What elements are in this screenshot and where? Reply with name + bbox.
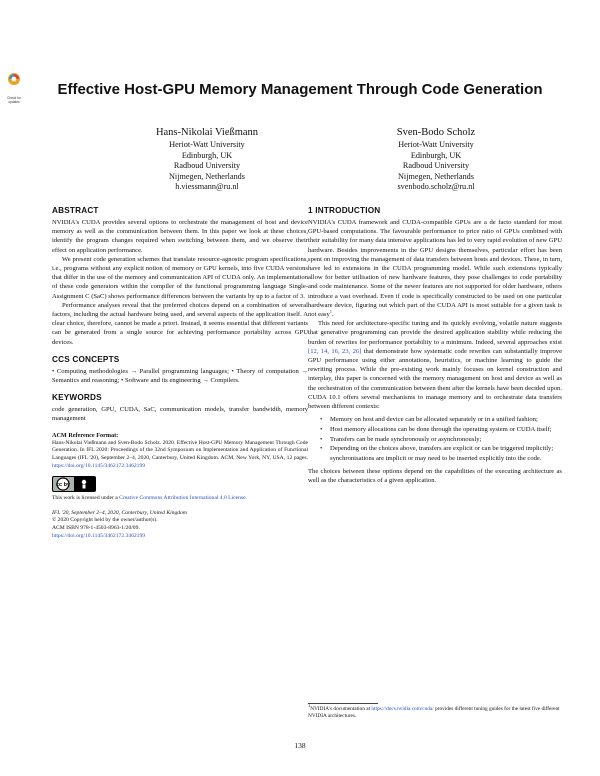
introduction-heading: 1 INTRODUCTION [308, 206, 381, 215]
author-1 [107, 126, 307, 193]
affiliation-line: Radboud University [173, 161, 241, 171]
copyright-line: © 2020 Copyright held by the owner/author(s). [52, 517, 158, 524]
author-email: svenbodo.scholz@ru.nl [397, 182, 475, 192]
footnote-text: NVIDIA's documentation at [310, 706, 372, 712]
affiliation-line: Heriot-Watt University [169, 140, 245, 149]
ccs-concepts: • Computing methodologies → Parallel programming languages; • Theory of computation → Semantics and reasoning; • Software and its engineering → Compilers. [52, 367, 308, 385]
keywords-heading: KEYWORDS [52, 393, 102, 403]
affiliation-line: Nijmegen, Netherlands [398, 171, 474, 181]
footnote-number: 1 [308, 703, 311, 709]
intro-paragraph-text: NVIDIA's CUDA framework and CUDA-compatible GPUs are a de facto standard for most GPU-based computations. The favourable performance to price ratio of GPUs combined with their suitability for many data intensive applications has led to very rapid evolution of new GPU hardware. Besides improvements in the GPU designs themselves, particular effort has been spent on improving the management of data transfers between hosts and devices. These, in turn, have led to extensions in the CUDA programming model. While such extensions typically allow for better utilisation of new hardware features, they pose challenges to code portability and code maintenance. Some of the newer features are not supported for older hardware, others introduce a vast overhead. Even if code is specifically constructed to be used on one particular hardware device, figuring out which part of the CUDA API is most suitable for a given task is not easy [308, 219, 562, 319]
doi-link[interactable]: https://doi.org/10.1145/3462172.3462199 [52, 532, 146, 539]
affiliation-line: Edinburgh, UK [181, 150, 233, 160]
author-email: h.viessmann@ru.nl [175, 182, 239, 192]
options-list [308, 415, 562, 463]
list-item: • Host memory allocations can be done through the operating system or CUDA itself; [324, 425, 562, 434]
abstract-paragraph: NVIDIA's CUDA provides several options to orchestrate the management of host and device memory as well as the communication between them. In this paper we look at these choices, identify the program changes required when switching between them, and we observe their effect on application performance. [52, 219, 308, 254]
affiliation-line: Heriot-Watt University [398, 140, 474, 149]
left-column [52, 205, 308, 540]
footnote-link[interactable]: https://docs.nvidia.com/cuda/ [371, 706, 434, 712]
license-statement [52, 495, 308, 503]
list-item: • Transfers can be made synchronously or asynchronously; [324, 435, 562, 444]
isbn-line: ACM ISBN 978-1-4503-8963-1/20/09. [52, 525, 140, 532]
conference-line: IFL '20, September 2–4, 2020, Canterbury, United Kingdom [52, 509, 187, 516]
license-text: This work is licensed under a [52, 495, 120, 502]
check-for-updates-badge[interactable] [6, 72, 22, 104]
list-item: • Memory on host and device can be allocated separately or in a unified fashion; [324, 415, 562, 424]
paper-title: Effective Host-GPU Memory Management Through Code Generation [57, 81, 543, 98]
cc-by-license-icon[interactable] [52, 476, 96, 492]
keywords-text: code generation, GPU, CUDA, SaC, communication models, transfer bandwidth, memory management [52, 406, 308, 423]
acm-reference-doi-link[interactable]: https://doi.org/10.1145/3462172.3462199 [52, 462, 146, 469]
ccs-heading: CCS CONCEPTS [52, 354, 120, 364]
badge-label: Check for updates [7, 96, 21, 104]
intro-paragraph [308, 319, 562, 411]
license-block [52, 476, 308, 492]
affiliation-line: Radboud University [402, 161, 470, 171]
intro-paragraph-text: This need for architecture-specific tuning and its quickly evolving, volatile nature suggests that generative programming can provide the desired application stability while reducing the burden of rewrites for performance portability to a minimum. Indeed, several approaches exist [308, 320, 562, 346]
page-number: 138 [294, 741, 306, 750]
author-name: Hans-Nikolai Vießmann [155, 127, 259, 138]
intro-paragraph: NVIDIA's CUDA framework and CUDA-compatible GPUs are a de facto standard for most GPU-based computations. The favourable performance to price ratio of GPUs combined with their suitability for many data intensive applications has led to very rapid evolution of new GPU hardware. Besides improvements in the GPU designs themselves, particular effort has been spent on improving the management of data transfers between hosts and devices. These, in turn, have led to extensions in the CUDA programming model. While such extensions typically allow for better utilisation of new hardware features, they pose challenges to code portability and code maintenance. Some of the newer features are not supported for older hardware, others introduce a vast overhead. Even if code is specifically constructed to be used on one particular hardware device, figuring out which part of the CUDA API is most suitable for a given task is not easy$^1$. [308, 219, 562, 319]
abstract-paragraph: Performance analyses reveal that the preferred choices depend on a combination of several factors, including the actual hardware being used, and several aspects of the application itself. A clear choice, therefore, cannot be made a priori. Instead, it seems essential that different variants can be generated from a single source for achieving performance portability across GPU devices. [52, 301, 308, 346]
update-badge-icon [6, 72, 22, 92]
affiliation-line: Edinburgh, UK [410, 150, 462, 160]
affiliation-line: Nijmegen, Netherlands [169, 171, 245, 181]
footnote [308, 703, 562, 720]
footnote-text-rest: provides different tuning guides for the latest five different NVIDIA architectures. [308, 706, 560, 719]
intro-paragraph: The choices between these options depend on the capabilities of the executing architecture as well as the characteristics of a given application. [308, 467, 562, 484]
acm-reference-heading: ACM Reference Format: [52, 431, 119, 439]
intro-paragraph-text: that demonstrate how systematic code rewrites can substantially improve GPU performance using either annotations, heuristics, or machine learning to guide the rewriting process. While the pre-existing work mainly focuses on kernel construction and interplay, this paper is concerned with the memory management on host and device as well as the orchestration of the communication between them after the kernels have been decided upon. CUDA 10.1 offers several mechanisms to manage memory and to orchestrate data transfers between different contexts: [308, 347, 562, 411]
acm-reference [52, 440, 308, 470]
footnote-marker[interactable]: 1 [329, 308, 333, 314]
author-2 [336, 126, 536, 193]
author-name: Sven-Bodo Scholz [396, 127, 476, 138]
license-link[interactable]: Creative Commons Attribution International 4.0 License. [119, 495, 247, 502]
acm-reference-text: Hans-Nikolai Vießmann and Sven-Bodo Scholz. 2020. Effective Host-GPU Memory Management Through Code Generation. In IFL 2020: Proceedings of the 32nd Symposium on Implementation and Application of Functional Languages (IFL '20), September 2–4, 2020, Canterbury, United Kingdom. ACM, New York, NY, USA, 12 pages. [52, 439, 308, 462]
abstract-paragraph: We present code generation schemes that translate resource-agnostic program specifications, i.e., programs without any explicit notion of memory or GPU kernels, into five CUDA versions that differ in the use of the memory and communication API of CUDA only. An implementation of these code generators within the compiler of the functional programming language Single-Assignment C (SaC) shows performance differences between the variants by up to a factor of 3. [52, 255, 308, 300]
citation-links[interactable]: [12, 14, 16, 23, 26] [308, 347, 362, 355]
abstract-heading: ABSTRACT [52, 206, 99, 215]
list-item: • Depending on the choices above, transfers are explicit or can be triggered implicitly; synchronisations are implicit or may need to be inserted explicitly into the code. [324, 444, 562, 462]
right-column [308, 205, 562, 485]
cc-by-label: cc by [55, 482, 71, 489]
footnote-divider [308, 703, 378, 704]
